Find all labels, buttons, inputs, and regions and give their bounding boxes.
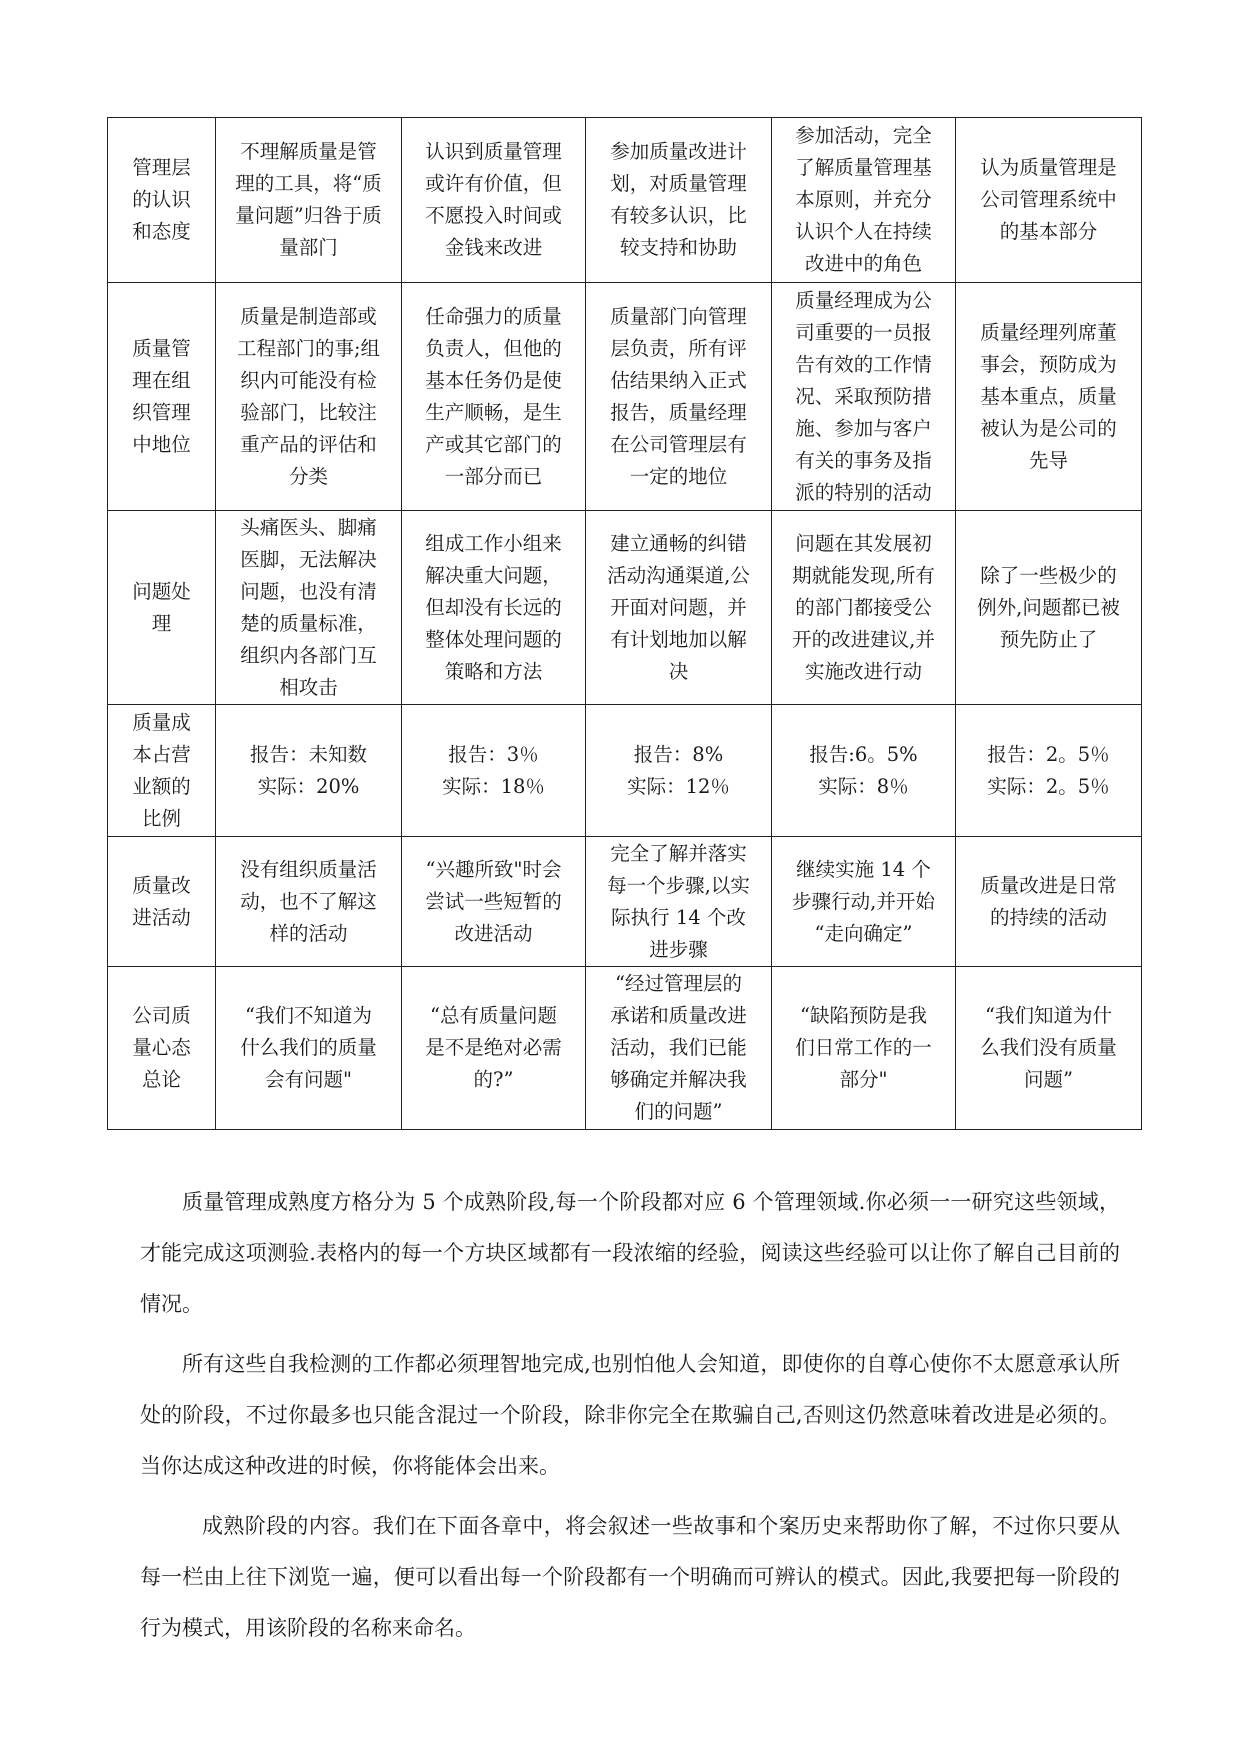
quality-maturity-grid (107, 117, 1142, 1130)
table-cell: 质量是制造部或 工程部门的事;组 织内可能没有检 验部门，比较注 重产品的评估和 分类 (216, 283, 402, 511)
table-row-management-attitude (108, 118, 1142, 283)
table-row-cost-of-quality (108, 705, 1142, 837)
table-cell: 不理解质量是管 理的工具，将“质 量问题”归咎于质 量部门 (216, 118, 402, 283)
table-cell: 任命强力的质量 负责人，但他的 基本任务仍是使 生产顺畅，是生 产或其它部门的 一部分而已 (402, 283, 586, 511)
table-cell: “兴趣所致"时会 尝试一些短暂的 改进活动 (402, 837, 586, 967)
body-paragraph: 成熟阶段的内容。我们在下面各章中，将会叙述一些故事和个案历史来帮助你了解，不过你只要从每一栏由上往下浏览一遍，便可以看出每一个阶段都有一个明确而可辨认的模式。因此,我要把每一阶段的行为模式，用该阶段的名称来命名。 (140, 1514, 1120, 1640)
row-header: 质量成 本占营 业额的 比例 (108, 705, 216, 837)
body-paragraph: 所有这些自我检测的工作都必须理智地完成,也别怕他人会知道，即使你的自尊心使你不太愿意承认所处的阶段，不过你最多也只能含混过一个阶段，除非你完全在欺骗自己,否则这仍然意味着改进是必须的。当你达成这种改进的时候，你将能体会出来。 (140, 1352, 1120, 1478)
row-header: 问题处 理 (108, 511, 216, 705)
table-cell: 报告：3％ 实际：18％ (402, 705, 586, 837)
table-cell: “我们知道为什 么我们没有质量 问题” (956, 967, 1142, 1130)
table-row-company-posture (108, 967, 1142, 1130)
table-cell: 质量经理列席董 事会，预防成为 基本重点，质量 被认为是公司的 先导 (956, 283, 1142, 511)
table-cell: 建立通畅的纠错 活动沟通渠道,公 开面对问题，并 有计划地加以解 决 (586, 511, 772, 705)
table-cell: 认识到质量管理 或许有价值，但 不愿投入时间或 金钱来改进 (402, 118, 586, 283)
row-header: 管理层 的认识 和态度 (108, 118, 216, 283)
row-header: 公司质 量心态 总论 (108, 967, 216, 1130)
table-cell: 报告：2。5％ 实际：2。5％ (956, 705, 1142, 837)
table-cell: “总有质量问题 是不是绝对必需 的?” (402, 967, 586, 1130)
table-cell: “经过管理层的 承诺和质量改进 活动，我们已能 够确定并解决我 们的问题” (586, 967, 772, 1130)
table-cell: 报告：8% 实际：12％ (586, 705, 772, 837)
table-cell: “我们不知道为 什么我们的质量 会有问题" (216, 967, 402, 1130)
row-header: 质量改 进活动 (108, 837, 216, 967)
table-cell: 头痛医头、脚痛 医脚，无法解决 问题，也没有清 楚的质量标准， 组织内各部门互 相攻击 (216, 511, 402, 705)
table-row-improvement-actions (108, 837, 1142, 967)
table-cell: 参加质量改进计 划，对质量管理 有较多认识，比 较支持和协助 (586, 118, 772, 283)
body-paragraph: 质量管理成熟度方格分为 5 个成熟阶段,每一个阶段都对应 6 个管理领域.你必须一一研究这些领域，才能完成这项测验.表格内的每一个方块区域都有一段浓缩的经验，阅读这些经验可以让你了解自己目前的情况。 (140, 1190, 1120, 1316)
table-cell: “缺陷预防是我 们日常工作的一 部分" (772, 967, 956, 1130)
table-cell: 问题在其发展初 期就能发现,所有 的部门都接受公 开的改进建议,并 实施改进行动 (772, 511, 956, 705)
table-cell: 没有组织质量活 动，也不了解这 样的活动 (216, 837, 402, 967)
table-cell: 完全了解并落实 每一个步骤,以实 际执行 14 个改 进步骤 (586, 837, 772, 967)
table-cell: 认为质量管理是 公司管理系统中 的基本部分 (956, 118, 1142, 283)
table-row-quality-status (108, 283, 1142, 511)
table-cell: 质量经理成为公 司重要的一员报 告有效的工作情 况、采取预防措 施、参加与客户 有关的事务及指 派的特别的活动 (772, 283, 956, 511)
table-cell: 报告:6。5% 实际：8％ (772, 705, 956, 837)
table-cell: 组成工作小组来 解决重大问题， 但却没有长远的 整体处理问题的 策略和方法 (402, 511, 586, 705)
table-cell: 质量部门向管理 层负责，所有评 估结果纳入正式 报告，质量经理 在公司管理层有 一定的地位 (586, 283, 772, 511)
table-row-problem-handling (108, 511, 1142, 705)
table-cell: 除了一些极少的 例外,问题都已被 预先防止了 (956, 511, 1142, 705)
table-cell: 报告：未知数 实际：20% (216, 705, 402, 837)
table-cell: 继续实施 14 个 步骤行动,并开始 “走向确定” (772, 837, 956, 967)
table-cell: 质量改进是日常 的持续的活动 (956, 837, 1142, 967)
table-cell: 参加活动，完全 了解质量管理基 本原则，并充分 认识个人在持续 改进中的角色 (772, 118, 956, 283)
row-header: 质量管 理在组 织管理 中地位 (108, 283, 216, 511)
